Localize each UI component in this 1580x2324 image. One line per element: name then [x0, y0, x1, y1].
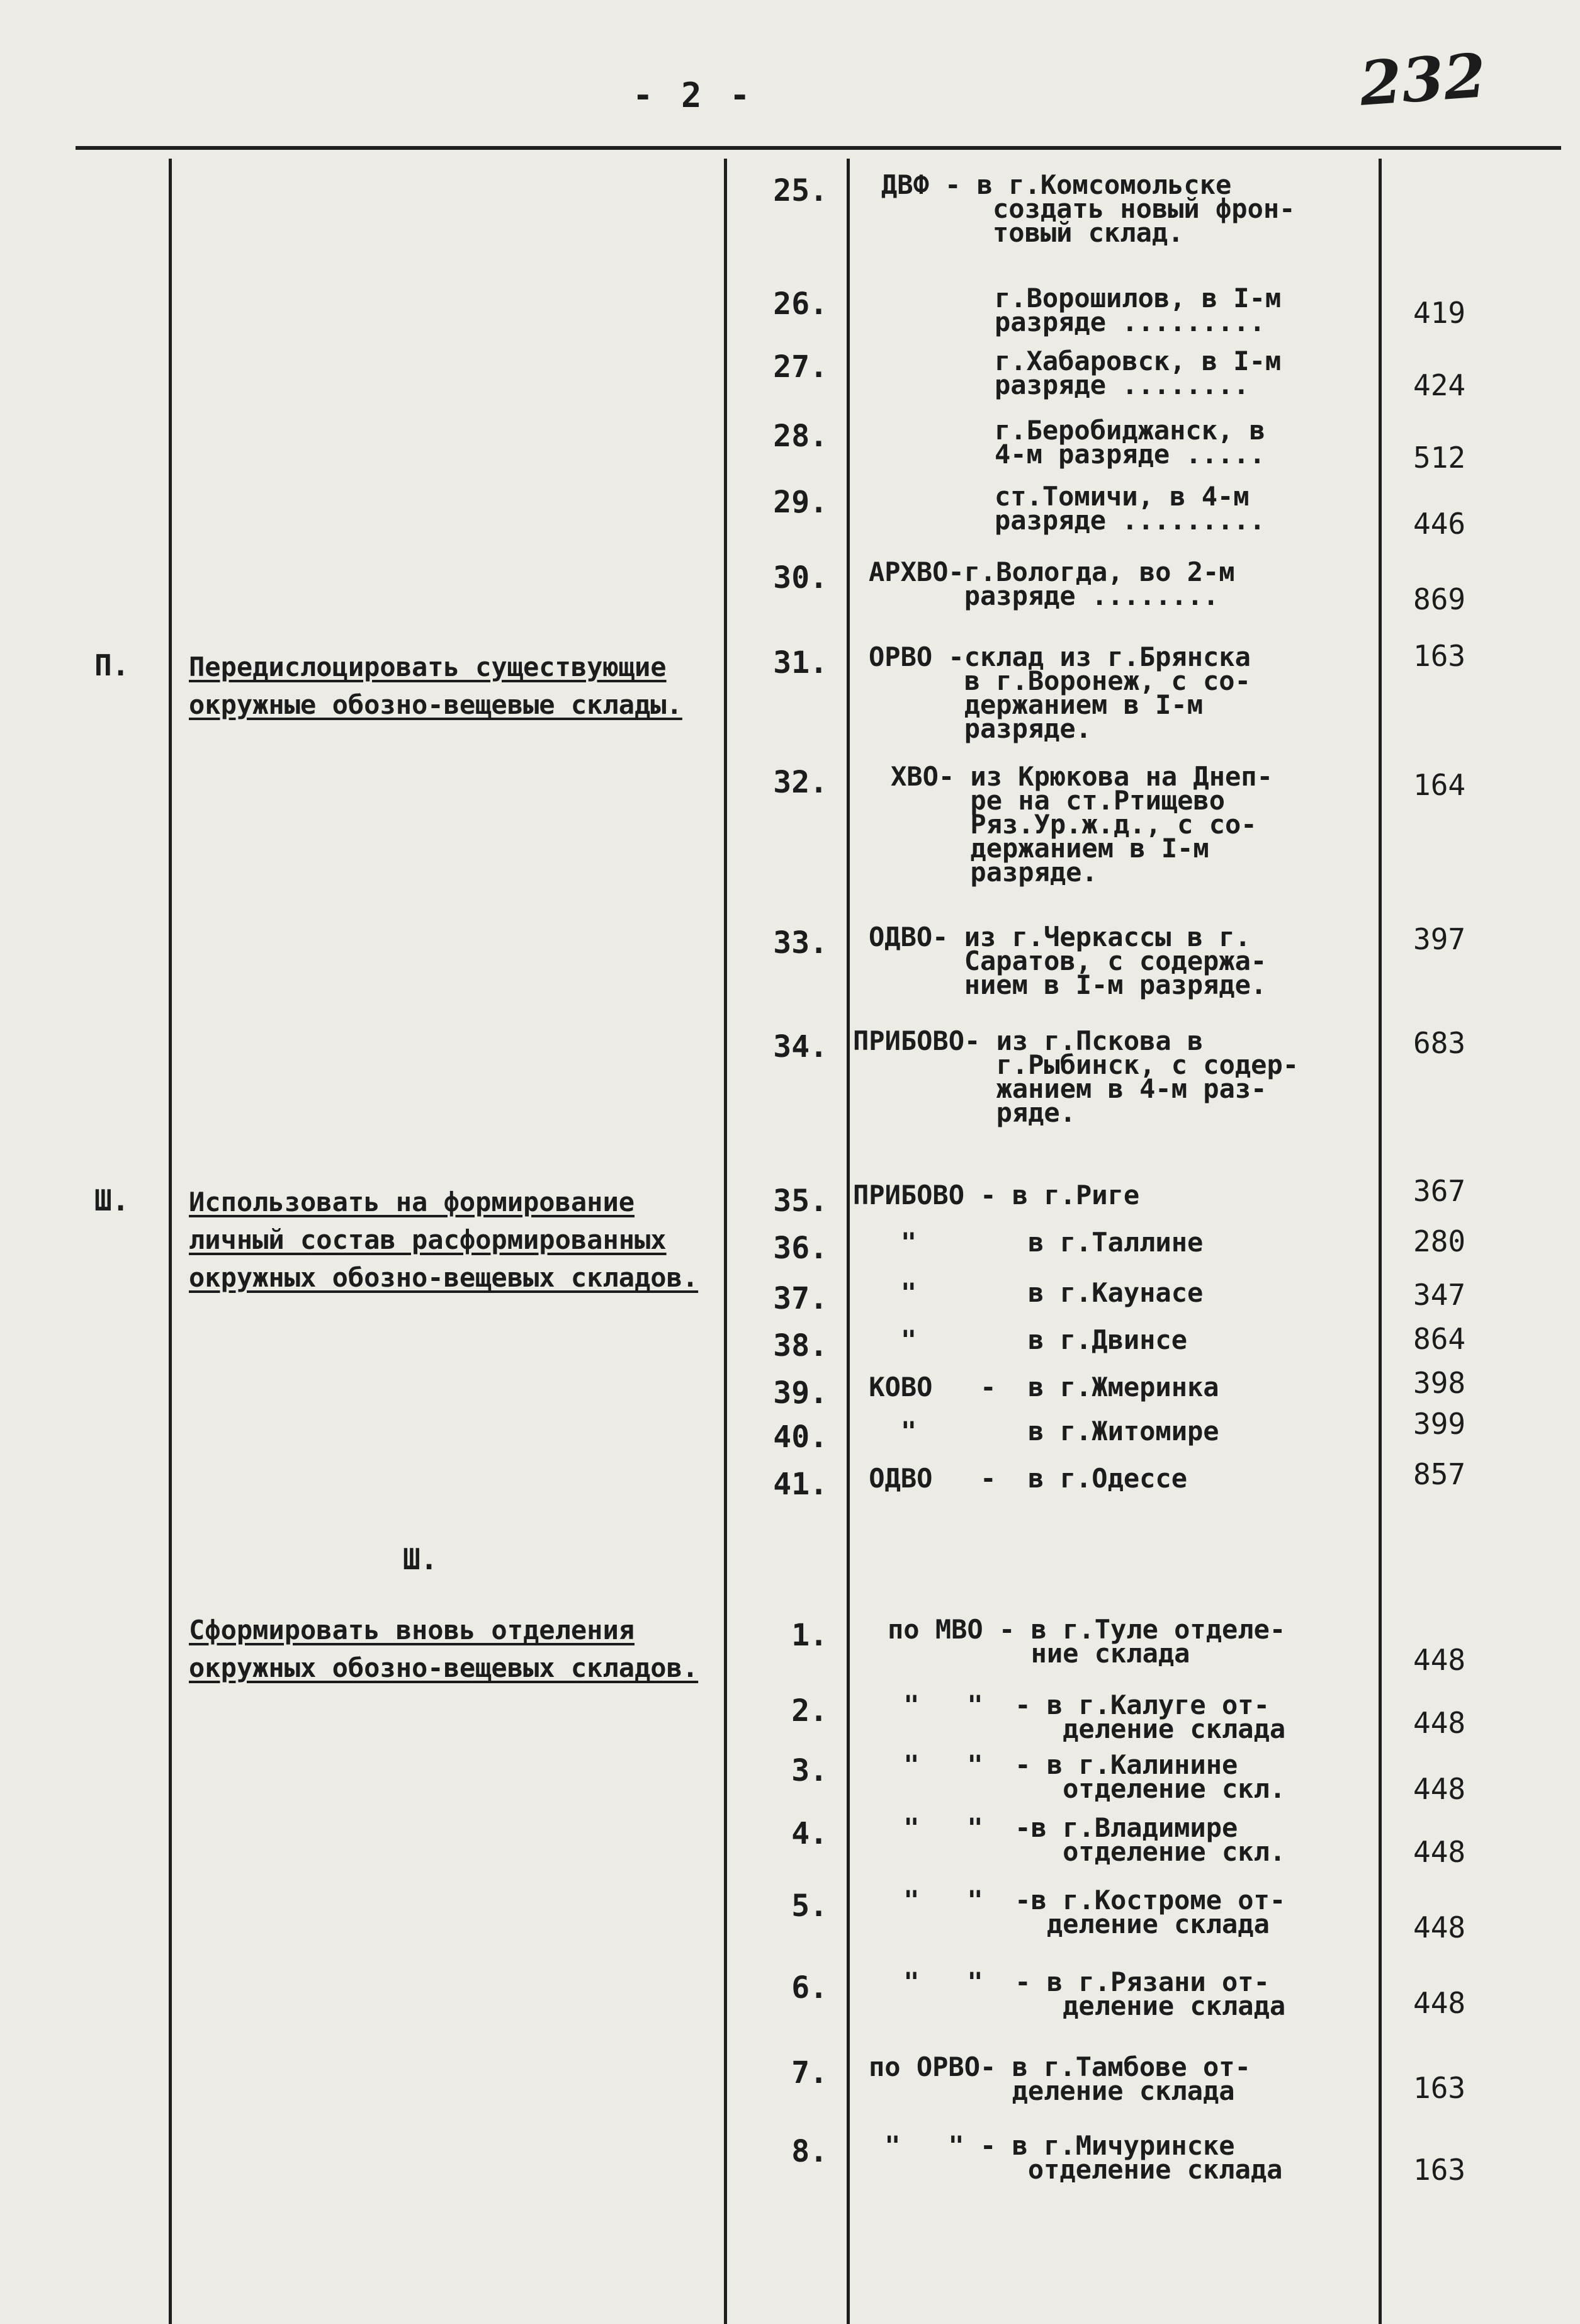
- row-location: " " - в г.Мичуринске отделение склада: [884, 2130, 1283, 2185]
- row-number: 39.: [773, 1375, 828, 1411]
- row-quantity: 448: [1413, 1910, 1466, 1944]
- row-location: " " - в г.Калинине отделение скл.: [903, 1749, 1286, 1804]
- row-number: 25.: [773, 173, 828, 208]
- row-number: 26.: [773, 286, 828, 322]
- row-number: 2.: [791, 1693, 828, 1729]
- row-location: г.Хабаровск, в I-м разряде ........: [995, 346, 1282, 400]
- row-quantity: 399: [1413, 1407, 1466, 1441]
- row-quantity: 280: [1413, 1224, 1466, 1258]
- row-quantity: 163: [1413, 639, 1466, 673]
- row-number: 27.: [773, 349, 828, 385]
- row-location: " в г.Двинсе: [853, 1324, 1188, 1355]
- row-quantity: 163: [1413, 2153, 1466, 2187]
- section-number: Ш.: [94, 1183, 130, 1217]
- section-number: П.: [94, 648, 130, 682]
- row-quantity: 448: [1413, 1706, 1466, 1740]
- row-number: 6.: [791, 1970, 828, 2005]
- row-number: 31.: [773, 645, 828, 680]
- row-quantity: 864: [1413, 1322, 1466, 1356]
- row-quantity: 347: [1413, 1278, 1466, 1312]
- row-location: ст.Томичи, в 4-м разряде .........: [995, 481, 1265, 536]
- row-location: ОДВО - в г.Одессе: [853, 1463, 1188, 1494]
- row-location: " " - в г.Рязани от- деление склада: [903, 1966, 1286, 2021]
- row-location: " " -в г.Костроме от- деление склада: [903, 1885, 1286, 1939]
- archive-page-number: 232: [1357, 40, 1489, 120]
- row-location: по ОРВО- в г.Тамбове от- деление склада: [869, 2051, 1251, 2106]
- left-column-rule: [169, 159, 172, 2324]
- qty-column-rule: [1379, 159, 1382, 2324]
- row-location: г.Беробиджанск, в 4-м разряде .....: [995, 415, 1265, 470]
- row-quantity: 448: [1413, 1835, 1466, 1869]
- row-number: 32.: [773, 765, 828, 800]
- row-quantity: 448: [1413, 1772, 1466, 1806]
- row-number: 38.: [773, 1328, 828, 1363]
- row-location: ХВО- из Крюкова на Днеп- ре на ст.Ртищево Ряз.Ур.ж.д., с со- держанием в I-м разряде.: [891, 761, 1273, 888]
- row-number: 36.: [773, 1231, 828, 1266]
- row-quantity: 163: [1413, 2071, 1466, 2105]
- row-quantity: 448: [1413, 1986, 1466, 2020]
- row-location: по МВО - в г.Туле отделе- ние склада: [888, 1614, 1286, 1669]
- location-column-rule: [847, 159, 850, 2324]
- row-number: 35.: [773, 1183, 828, 1219]
- row-quantity: 424: [1413, 368, 1466, 402]
- row-location: " " - в г.Калуге от- деление склада: [903, 1689, 1286, 1744]
- section-instruction: Использовать на формирование личный состав расформированных окружных обозно-вещевых складов.: [189, 1187, 699, 1293]
- row-location: " в г.Каунасе: [853, 1277, 1204, 1308]
- row-number: 28.: [773, 419, 828, 454]
- row-quantity: 446: [1413, 507, 1466, 541]
- row-location: АРХВО-г.Вологда, во 2-м разряде ........: [869, 556, 1235, 611]
- row-location: ОРВО -склад из г.Брянска в г.Воронеж, с со- держанием в I-м разряде.: [869, 641, 1251, 744]
- row-location: ОДВО- из г.Черкассы в г. Саратов, с содержа- нием в I-м разряде.: [869, 922, 1267, 1000]
- row-number: 3.: [791, 1753, 828, 1788]
- row-quantity: 398: [1413, 1366, 1466, 1400]
- row-number: 7.: [791, 2055, 828, 2090]
- section-heading: Ш.: [403, 1542, 438, 1576]
- section-instruction: Сформировать вновь отделения окружных обозно-вещевых складов.: [189, 1615, 699, 1683]
- row-number: 33.: [773, 925, 828, 961]
- row-quantity: 683: [1413, 1026, 1466, 1060]
- row-number: 34.: [773, 1029, 828, 1064]
- row-location: ДВФ - в г.Комсомольске создать новый фрон- товый склад.: [881, 169, 1295, 248]
- row-location: " в г.Таллине: [853, 1227, 1204, 1258]
- row-number: 41.: [773, 1467, 828, 1502]
- row-number: 30.: [773, 560, 828, 595]
- row-quantity: 448: [1413, 1643, 1466, 1677]
- row-number: 37.: [773, 1281, 828, 1316]
- row-location: ПРИБОВО - в г.Риге: [853, 1180, 1140, 1210]
- row-quantity: 869: [1413, 582, 1466, 616]
- row-location: г.Ворошилов, в I-м разряде .........: [995, 283, 1282, 337]
- row-number: 1.: [791, 1618, 828, 1653]
- row-location: ПРИБОВО- из г.Пскова в г.Рыбинск, с содер- жанием в 4-м раз- ряде.: [853, 1025, 1299, 1128]
- row-quantity: 397: [1413, 922, 1466, 956]
- row-quantity: 512: [1413, 441, 1466, 475]
- row-location: " в г.Житомире: [853, 1416, 1219, 1447]
- row-quantity: 857: [1413, 1457, 1466, 1491]
- row-quantity: 367: [1413, 1174, 1466, 1208]
- row-number: 4.: [791, 1816, 828, 1851]
- row-location: КОВО - в г.Жмеринка: [853, 1372, 1219, 1402]
- section-instruction: Передислоцировать существующие окружные обозно-вещевые склады.: [189, 652, 682, 720]
- row-number: 5.: [791, 1888, 828, 1924]
- row-number: 8.: [791, 2134, 828, 2169]
- row-location: " " -в г.Владимире отделение скл.: [903, 1812, 1286, 1867]
- row-number: 29.: [773, 485, 828, 520]
- row-number: 40.: [773, 1419, 828, 1455]
- row-quantity: 419: [1413, 296, 1466, 330]
- row-quantity: 164: [1413, 768, 1466, 802]
- page-number: - 2 -: [633, 76, 754, 115]
- header-rule: [76, 146, 1561, 150]
